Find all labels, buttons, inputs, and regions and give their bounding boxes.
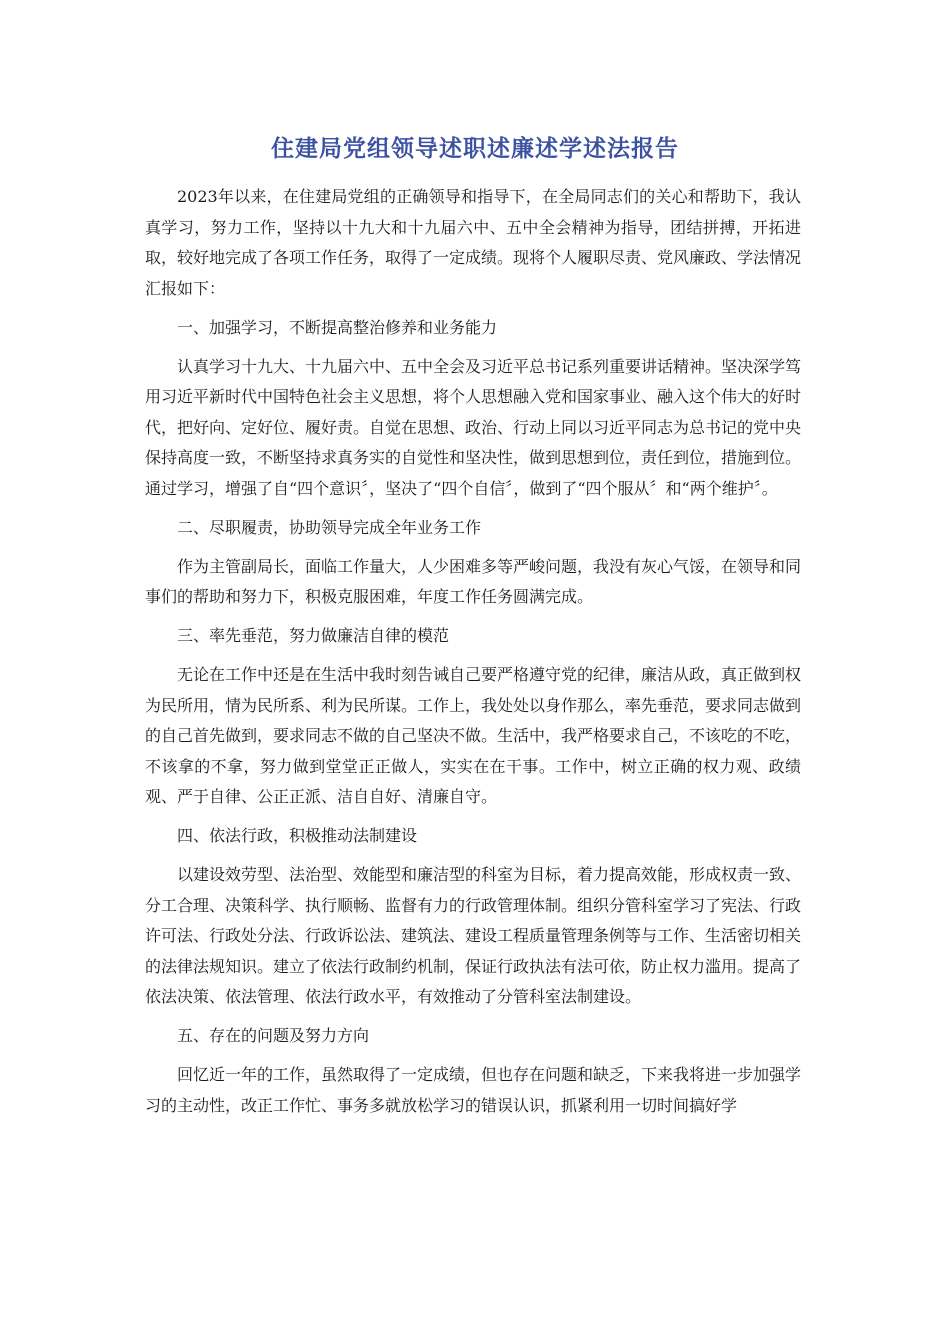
section-paragraph-1: 认真学习十九大、十九届六中、五中全会及习近平总书记系列重要讲话精神。坚决深学笃用习近平新时代中国特色社会主义思想，将个人思想融入党和国家事业、融入这个伟大的好时代，把好向、定好位、履好责。自觉在思想、政治、行动上同以习近平同志为总书记的党中央保持高度一致，不断坚持求真务实的自觉性和坚决性，做到思想到位，责任到位，措施到位。通过学习，增强了自“四个意识〞，坚决了“四个自信〞，做到了“四个服从〞和“两个维护〞。 bbox=[145, 356, 802, 498]
section-heading-2: 二、尽职履责，协助领导完成全年业务工作 bbox=[177, 517, 482, 537]
intro-paragraph: 2023年以来，在住建局党组的正确领导和指导下，在全局同志们的关心和帮助下，我认真学习，努力工作，坚持以十九大和十九届六中、五中全会精神为指导，团结拼搏，开拓进取，较好地完成了各项工作任务，取得了一定成绩。现将个人履职尽责、党风廉政、学法情况汇报如下： bbox=[145, 187, 802, 298]
section-heading-4: 四、依法行政，积极推动法制建设 bbox=[177, 826, 418, 845]
document-body bbox=[145, 182, 801, 1130]
document-title: 住建局党组领导述职述廉述学述法报告 bbox=[271, 136, 679, 162]
section-heading-3: 三、率先垂范，努力做廉洁自律的模范 bbox=[177, 626, 450, 645]
section-paragraph-5: 回忆近一年的工作，虽然取得了一定成绩，但也存在问题和缺乏，下来我将进一步加强学习的主动性，改正工作忙、事务多就放松学习的错误认识，抓紧利用一切时间搞好学 bbox=[145, 1065, 802, 1115]
section-paragraph-2: 作为主管副局长，面临工作量大，人少困难多等严峻问题，我没有灰心气馁，在领导和同事们的帮助和努力下，积极克服困难，年度工作任务圆满完成。 bbox=[145, 556, 802, 606]
section-paragraph-4: 以建设效劳型、法治型、效能型和廉洁型的科室为目标，着力提高效能，形成权责一致、分工合理、决策科学、执行顺畅、监督有力的行政管理体制。组织分管科室学习了宪法、行政许可法、行政处分法、行政诉讼法、建筑法、建设工程质量管理条例等与工作、生活密切相关的法律法规知识。建立了依法行政制约机制，保证行政执法有法可依，防止权力滥用。提高了依法决策、依法管理、依法行政水平，有效推动了分管科室法制建设。 bbox=[145, 865, 802, 1006]
section-paragraph-3: 无论在工作中还是在生活中我时刻告诫自己要严格遵守党的纪律，廉洁从政，真正做到权为民所用，情为民所系、利为民所谋。工作上，我处处以身作那么，率先垂范，要求同志做到的自己首先做到，要求同志不做的自己坚决不做。生活中，我严格要求自己，不该吃的不吃，不该拿的不拿，努力做到堂堂正正做人，实实在在干事。工作中，树立正确的权力观、政绩观、严于自律、公正正派、洁自自好、清廉自守。 bbox=[145, 665, 802, 806]
section-heading-5: 五、存在的问题及努力方向 bbox=[177, 1026, 370, 1045]
section-heading-1: 一、加强学习，不断提高整治修养和业务能力 bbox=[177, 317, 498, 337]
